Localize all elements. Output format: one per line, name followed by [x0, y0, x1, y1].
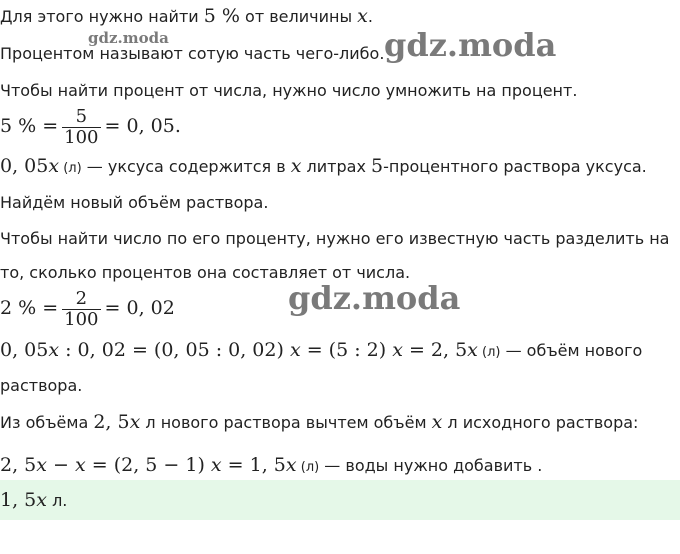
answer-line [0, 490, 67, 511]
math: 5 % [203, 5, 240, 27]
math: = 1, 5 [221, 454, 286, 476]
text: Из объёма [0, 413, 94, 432]
watermark-small: gdz.moda [88, 29, 169, 47]
text: Чтобы найти число по его проценту, нужно его известную часть разделить на [0, 229, 670, 248]
text: Для этого нужно найти [0, 7, 204, 26]
math: = 0, 02 [104, 297, 175, 319]
math-var: x [36, 489, 47, 511]
numerator: 2 [75, 288, 88, 309]
math: 2, 5 [93, 411, 130, 433]
text: -процентного раствора уксуса. [383, 157, 647, 176]
unit: (л) [296, 460, 320, 475]
text: Процентом называют сотую часть чего-либо. [0, 44, 385, 63]
unit: (л) [59, 161, 82, 176]
text: то, сколько процентов она составляет от числа. [0, 263, 411, 282]
line-5 [0, 156, 647, 179]
math-var: x [289, 339, 301, 361]
unit: (л) [477, 345, 501, 360]
watermark-large-2: gdz.moda [288, 279, 461, 317]
text: — воды нужно добавить . [319, 456, 543, 475]
line-13 [0, 455, 542, 478]
math-var: x [285, 454, 297, 476]
math: = 2, 5 [402, 339, 468, 361]
math: 0, 05 [0, 155, 49, 177]
math: 5 % = [0, 115, 59, 137]
math-var: x [392, 339, 403, 361]
fraction [62, 107, 100, 148]
answer-box [0, 480, 680, 520]
watermark-large: gdz.moda [384, 26, 557, 64]
line-7 [0, 229, 669, 249]
text: . [367, 7, 373, 26]
math-var: x [431, 411, 443, 433]
line-1 [0, 6, 373, 27]
math: = (2, 5 − 1) [85, 454, 211, 476]
text: — уксуса содержится в [81, 157, 291, 176]
line-11 [0, 376, 82, 396]
line-4 [0, 104, 181, 149]
math: = 0, 05. [104, 115, 181, 137]
math: : 0, 02 = (0, 05 : 0, 02) [59, 339, 290, 361]
denominator: 100 [64, 127, 99, 148]
line-2 [0, 44, 384, 64]
math-var: x [129, 411, 141, 433]
text: — объём нового [500, 341, 643, 360]
math-var: x [210, 454, 222, 476]
text: от величины [239, 7, 358, 26]
math: = (5 : 2) [300, 339, 393, 361]
text: л. [46, 491, 68, 510]
line-9 [0, 286, 175, 331]
math-var: x [48, 339, 60, 361]
math: 2 % = [0, 297, 59, 319]
numerator: 5 [75, 106, 88, 127]
fraction [62, 289, 100, 330]
math-var: x [48, 155, 60, 177]
math: 2, 5 [0, 454, 37, 476]
text: Чтобы найти процент от числа, нужно число умножить на процент. [0, 81, 578, 100]
line-6 [0, 193, 268, 213]
text: Найдём новый объём раствора. [0, 193, 269, 212]
line-12 [0, 412, 638, 433]
math: 0, 05 [0, 339, 49, 361]
text: литрах [301, 157, 371, 176]
math-var: x [467, 339, 478, 361]
line-3 [0, 81, 577, 101]
math-var: x [290, 155, 302, 177]
math-var: x [36, 454, 47, 476]
line-10 [0, 340, 642, 363]
math: − [46, 454, 75, 476]
math: 5 [371, 155, 384, 177]
math-var: x [357, 5, 368, 27]
text: л исходного раствора: [442, 413, 639, 432]
math-var: x [74, 454, 86, 476]
text: л нового раствора вычтем объём [140, 413, 432, 432]
denominator: 100 [64, 309, 99, 330]
math: 1, 5 [0, 489, 37, 511]
text: раствора. [0, 376, 83, 395]
